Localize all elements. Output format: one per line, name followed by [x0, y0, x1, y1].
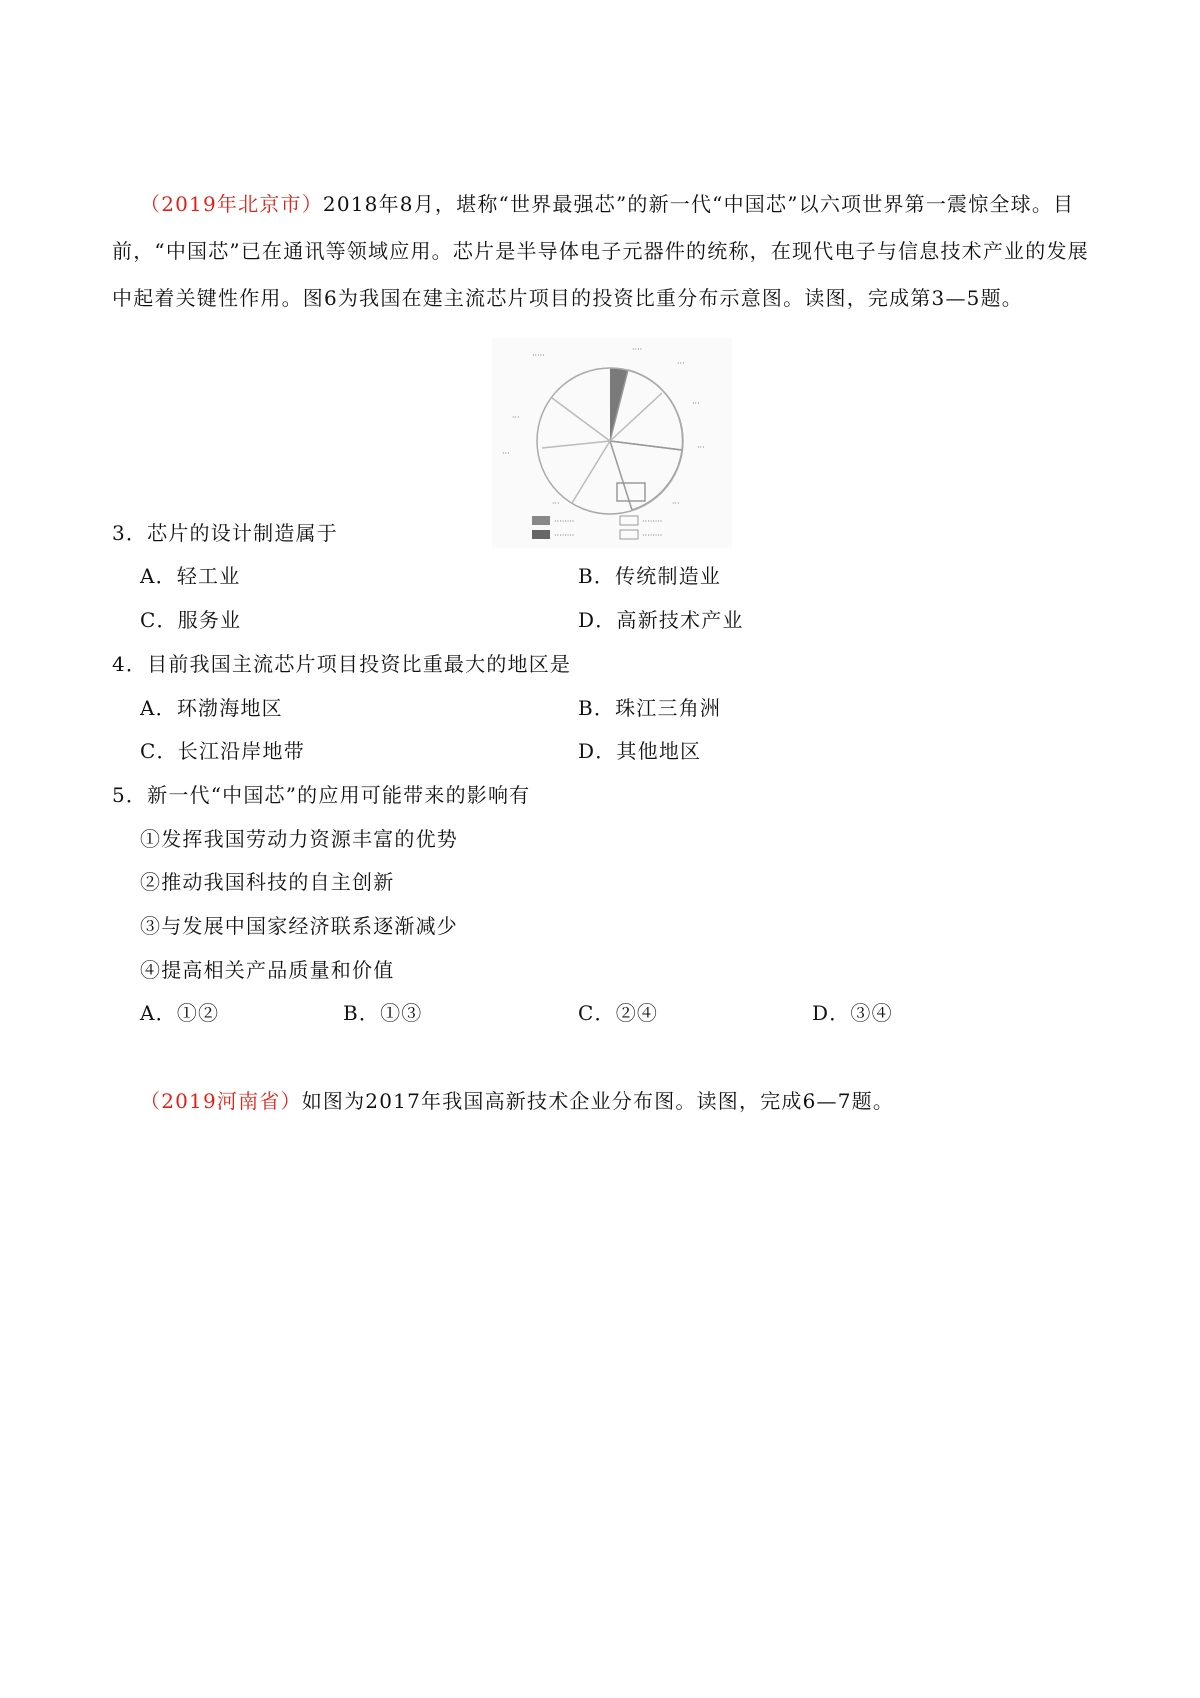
q4-option-d[interactable]: D．其他地区 — [578, 739, 702, 763]
legend-label-3: ········ — [642, 517, 663, 526]
pie-label-3: ··· — [677, 359, 685, 368]
legend-label-4: ········ — [642, 531, 663, 540]
intro-text: 2018年8月，堪称“世界最强芯”的新一代“中国芯”以六项世界第一震惊全球。目前，“中国芯”已在通讯等领域应用。芯片是半导体电子元器件的统称，在现代电子与信息技术产业的发展中起着关键性作用。图6为我国在建主流芯片项目的投资比重分布示意图。读图，完成第3—5题。 — [112, 192, 1089, 310]
chip-investment-pie-figure — [492, 338, 732, 548]
q4-option-c[interactable]: C．长江沿岸地带 — [140, 739, 305, 763]
q3-stem: 3．芯片的设计制造属于 — [112, 521, 338, 545]
q3-option-d[interactable]: D．高新技术产业 — [578, 608, 744, 632]
pie-label-8: ··· — [502, 449, 510, 458]
q3-option-c[interactable]: C．服务业 — [140, 608, 242, 632]
q5-item-3: ③与发展中国家经济联系逐渐减少 — [140, 914, 458, 938]
source-tag-2: （2019河南省） — [140, 1089, 302, 1113]
q5-option-d[interactable]: D．③④ — [812, 1001, 893, 1025]
q4-stem: 4．目前我国主流芯片项目投资比重最大的地区是 — [112, 652, 572, 676]
legend-label-1: ········ — [554, 517, 575, 526]
pie-label-7: ··· — [512, 413, 520, 422]
q4-option-a[interactable]: A．环渤海地区 — [140, 696, 283, 720]
pie-figure-graphic — [492, 338, 732, 548]
pie-label-1: ····· — [532, 351, 545, 360]
q5-stem: 5．新一代“中国芯”的应用可能带来的影响有 — [112, 783, 531, 807]
source-tag: （2019年北京市） — [140, 192, 323, 216]
intro-paragraph-2 — [140, 1087, 894, 1115]
pie-label-6: ··· — [672, 499, 680, 508]
pie-label-5: ··· — [697, 443, 705, 452]
q5-item-2: ②推动我国科技的自主创新 — [140, 870, 395, 894]
q5-option-c[interactable]: C．②④ — [578, 1001, 659, 1025]
q3-option-a[interactable]: A．轻工业 — [140, 564, 241, 588]
legend-swatch-2 — [532, 530, 550, 539]
pie-label-2: ···· — [632, 345, 643, 354]
q5-option-a[interactable]: A．①② — [140, 1001, 220, 1025]
intro-text-2: 如图为2017年我国高新技术企业分布图。读图，完成6—7题。 — [301, 1089, 895, 1113]
intro-paragraph-1 — [112, 181, 1097, 322]
q5-item-1: ①发挥我国劳动力资源丰富的优势 — [140, 827, 458, 851]
pie-label-4: ··· — [692, 399, 700, 408]
q5-item-4: ④提高相关产品质量和价值 — [140, 958, 395, 982]
legend-swatch-1 — [532, 516, 550, 525]
pie-label-9: ··· — [552, 499, 560, 508]
legend-label-2: ········ — [554, 531, 575, 540]
q3-option-b[interactable]: B．传统制造业 — [578, 564, 722, 588]
q4-option-b[interactable]: B．珠江三角洲 — [578, 696, 722, 720]
q5-option-b[interactable]: B．①③ — [343, 1001, 423, 1025]
